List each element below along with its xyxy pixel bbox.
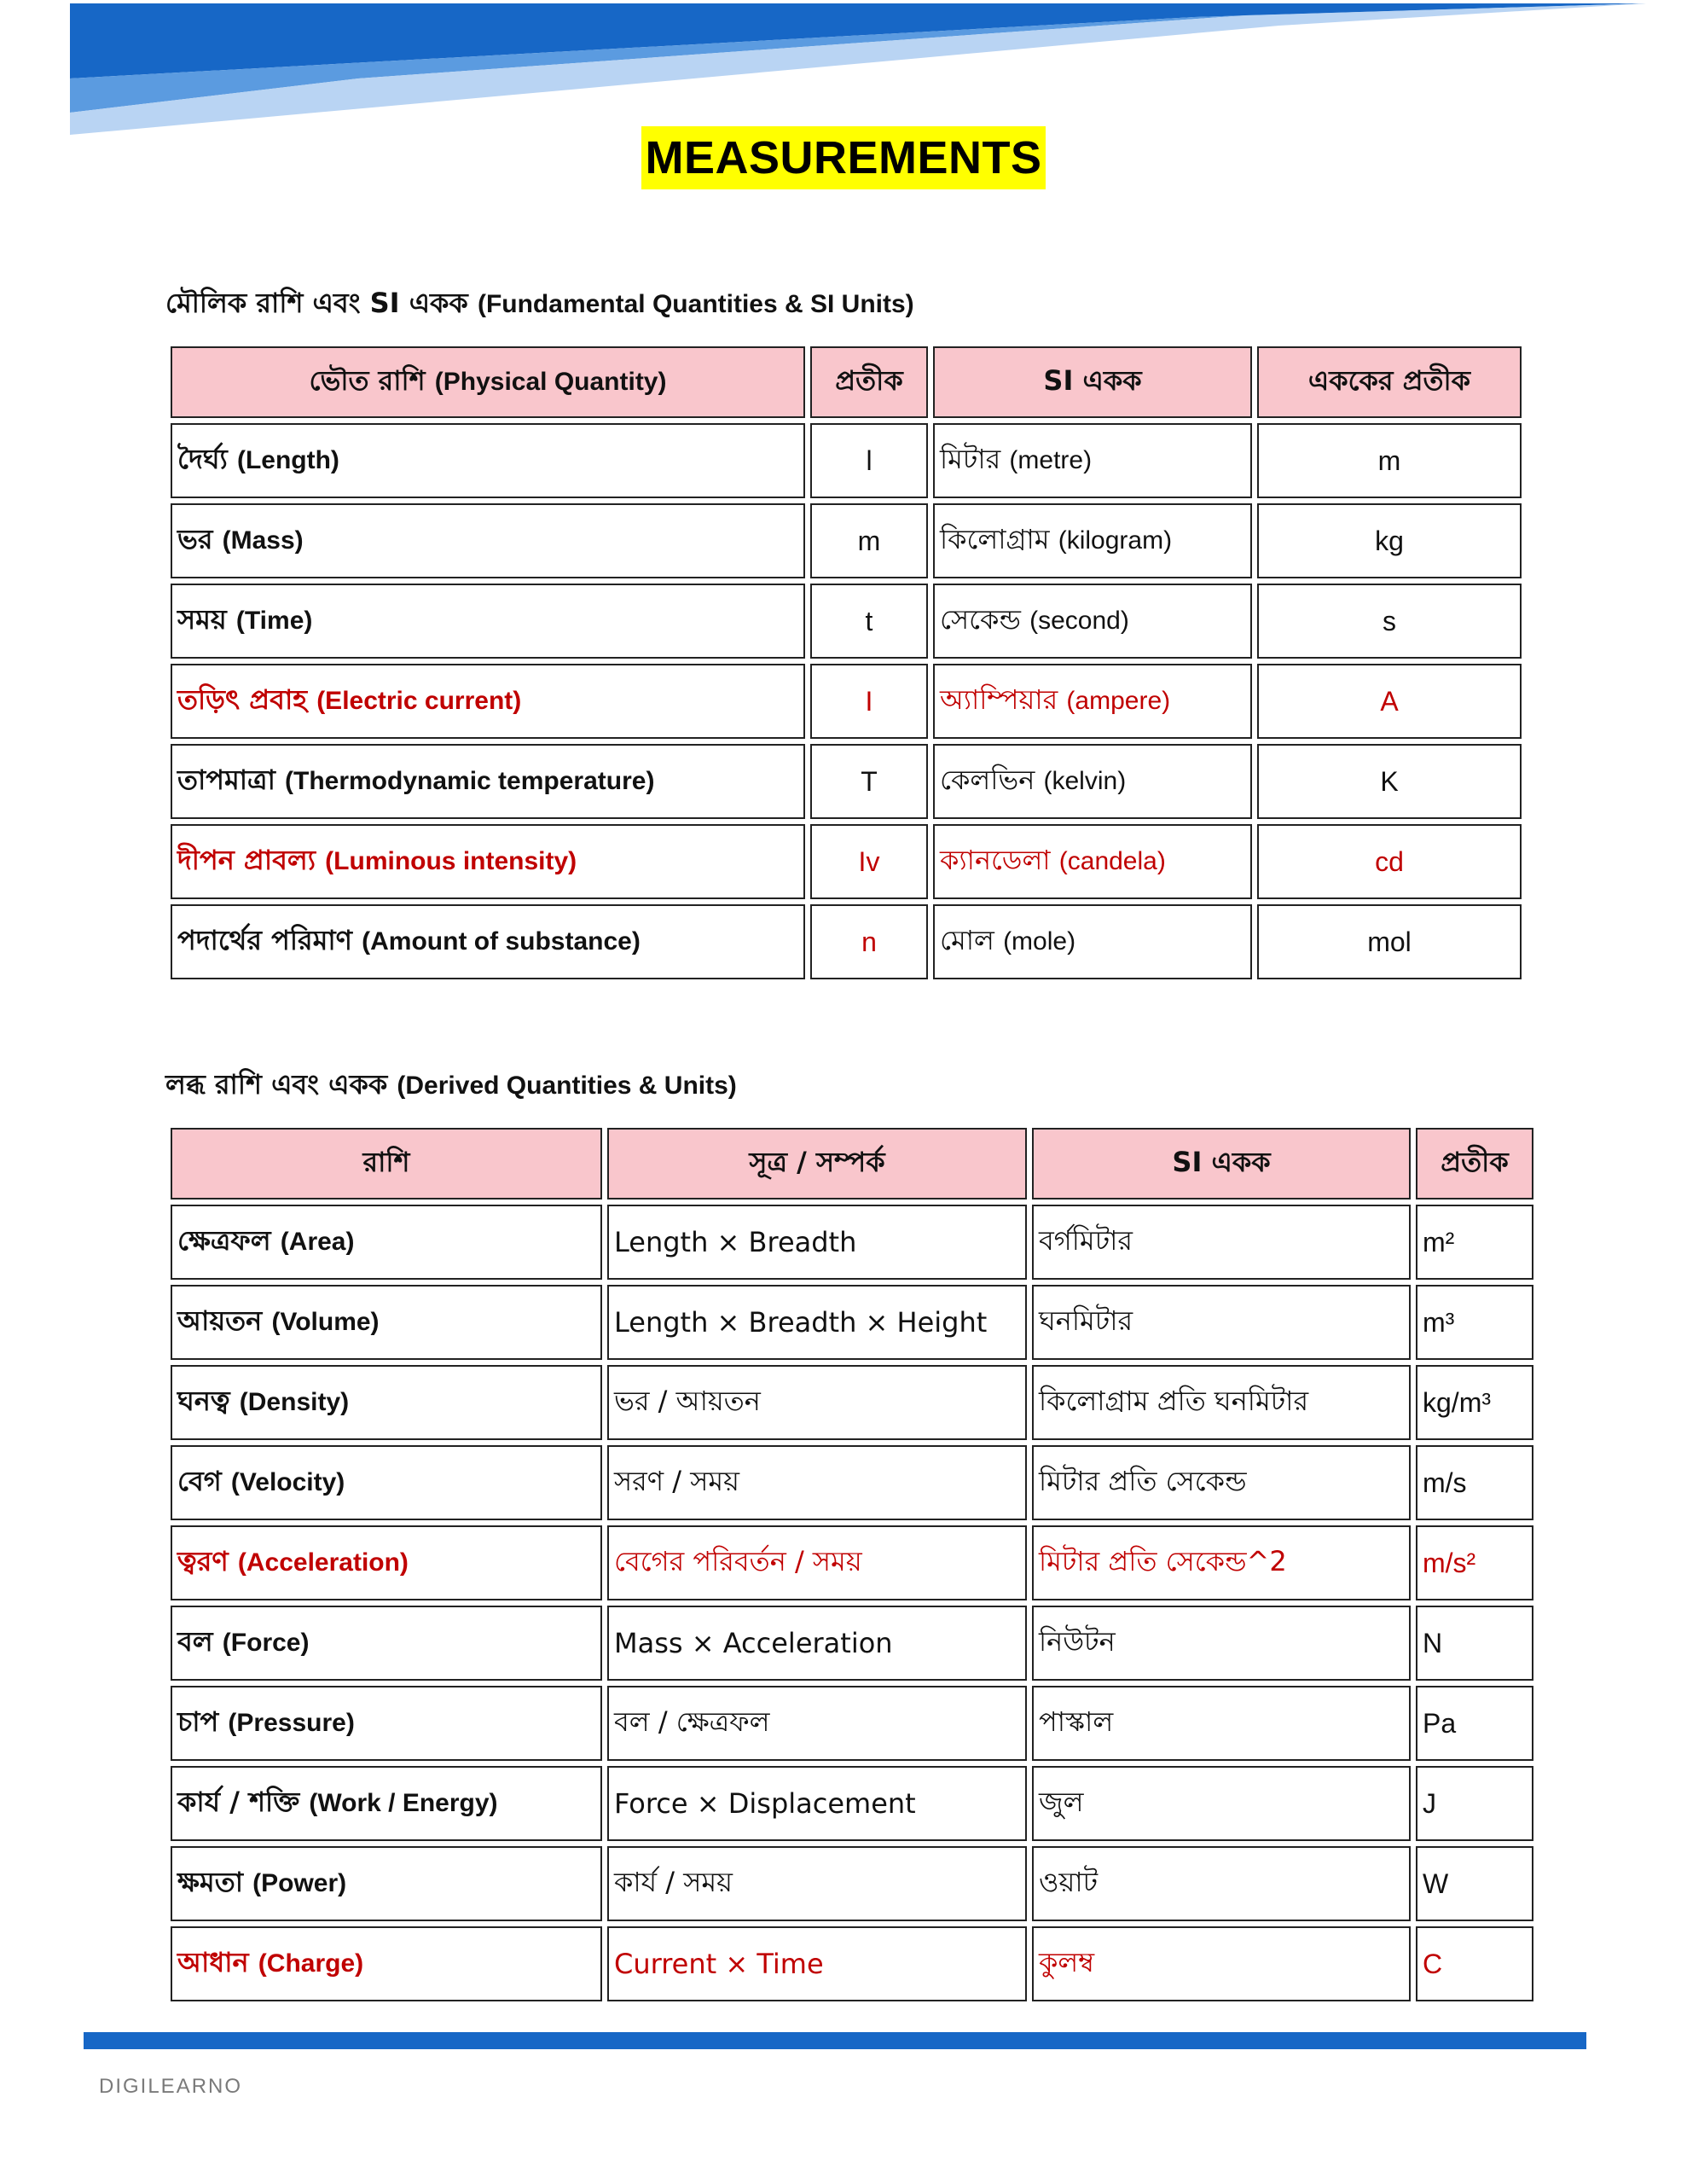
- quantity-cell: ক্ষমতা (Power): [171, 1846, 602, 1921]
- unit-cell: মিটার প্রতি সেকেন্ড^2: [1032, 1525, 1411, 1600]
- symbol-cell: T: [810, 744, 928, 819]
- formula-cell: Mass × Acceleration: [607, 1606, 1027, 1681]
- symbol-cell: m³: [1416, 1285, 1533, 1360]
- formula-cell: Length × Breadth × Height: [607, 1285, 1027, 1360]
- symbol-cell: t: [810, 584, 928, 659]
- quantity-cell: তাপমাত্রা (Thermodynamic temperature): [171, 744, 805, 819]
- symbol-cell: m²: [1416, 1205, 1533, 1280]
- formula-cell: বল / ক্ষেত্রফল: [607, 1686, 1027, 1761]
- symbol-cell: m/s²: [1416, 1525, 1533, 1600]
- quantity-cell: কার্য / শক্তি (Work / Energy): [171, 1766, 602, 1841]
- header-quantity: রাশি: [171, 1128, 602, 1199]
- unit-cell: কুলম্ব: [1032, 1926, 1411, 2001]
- unit-cell: ক্যানডেলা (candela): [933, 824, 1252, 899]
- quantity-cell: ভর (Mass): [171, 503, 805, 578]
- table-row: [171, 824, 1522, 899]
- symbol-cell: C: [1416, 1926, 1533, 2001]
- unit-cell: কেলভিন (kelvin): [933, 744, 1252, 819]
- quantity-cell: দৈর্ঘ্য (Length): [171, 423, 805, 498]
- table-row: [171, 584, 1522, 659]
- quantity-cell: আধান (Charge): [171, 1926, 602, 2001]
- unit-cell: অ্যাম্পিয়ার (ampere): [933, 664, 1252, 739]
- symbol-cell: W: [1416, 1846, 1533, 1921]
- unit-symbol-cell: A: [1257, 664, 1522, 739]
- header-formula: সূত্র / সম্পর্ক: [607, 1128, 1027, 1199]
- header-physical-quantity: ভৌত রাশি (Physical Quantity): [171, 346, 805, 418]
- unit-symbol-cell: cd: [1257, 824, 1522, 899]
- fundamental-units-table: [165, 341, 1527, 985]
- table-row: [171, 1926, 1533, 2001]
- unit-cell: বর্গমিটার: [1032, 1205, 1411, 1280]
- quantity-cell: চাপ (Pressure): [171, 1686, 602, 1761]
- symbol-cell: l: [810, 423, 928, 498]
- table-row: [171, 1445, 1533, 1520]
- table-row: [171, 503, 1522, 578]
- header-unit-symbol: এককের প্রতীক: [1257, 346, 1522, 418]
- table-row: [171, 664, 1522, 739]
- formula-cell: কার্য / সময়: [607, 1846, 1027, 1921]
- unit-cell: মোল (mole): [933, 904, 1252, 979]
- table-row: [171, 1686, 1533, 1761]
- derived-heading: লব্ধ রাশি এবং একক (Derived Quantities & Units): [165, 1068, 737, 1101]
- unit-cell: ওয়াট: [1032, 1846, 1411, 1921]
- symbol-cell: N: [1416, 1606, 1533, 1681]
- table-row: [171, 1365, 1533, 1440]
- footer-bar: [84, 2032, 1586, 2049]
- symbol-cell: J: [1416, 1766, 1533, 1841]
- formula-cell: সরণ / সময়: [607, 1445, 1027, 1520]
- table-row: [171, 1205, 1533, 1280]
- quantity-cell: ক্ষেত্রফল (Area): [171, 1205, 602, 1280]
- page-title: MEASUREMENTS: [641, 126, 1045, 189]
- quantity-cell: দীপন প্রাবল্য (Luminous intensity): [171, 824, 805, 899]
- quantity-cell: পদার্থের পরিমাণ (Amount of substance): [171, 904, 805, 979]
- unit-cell: জুল: [1032, 1766, 1411, 1841]
- fundamental-heading: মৌলিক রাশি এবং SI একক (Fundamental Quantities & SI Units): [165, 287, 914, 319]
- unit-cell: সেকেন্ড (second): [933, 584, 1252, 659]
- header-symbol: প্রতীক: [1416, 1128, 1533, 1199]
- symbol-cell: kg/m³: [1416, 1365, 1533, 1440]
- unit-cell: পাস্কাল: [1032, 1686, 1411, 1761]
- table-row: [171, 1606, 1533, 1681]
- unit-cell: কিলোগ্রাম প্রতি ঘনমিটার: [1032, 1365, 1411, 1440]
- formula-cell: ভর / আয়তন: [607, 1365, 1027, 1440]
- table-row: [171, 1766, 1533, 1841]
- formula-cell: Force × Displacement: [607, 1766, 1027, 1841]
- table-header-row: [171, 1128, 1533, 1199]
- unit-cell: মিটার (metre): [933, 423, 1252, 498]
- unit-symbol-cell: m: [1257, 423, 1522, 498]
- formula-cell: Length × Breadth: [607, 1205, 1027, 1280]
- unit-cell: নিউটন: [1032, 1606, 1411, 1681]
- table-row: [171, 1846, 1533, 1921]
- formula-cell: Current × Time: [607, 1926, 1027, 2001]
- symbol-cell: Pa: [1416, 1686, 1533, 1761]
- unit-cell: কিলোগ্রাম (kilogram): [933, 503, 1252, 578]
- table-row: [171, 1525, 1533, 1600]
- quantity-cell: বল (Force): [171, 1606, 602, 1681]
- symbol-cell: m/s: [1416, 1445, 1533, 1520]
- quantity-cell: ঘনত্ব (Density): [171, 1365, 602, 1440]
- header-symbol: প্রতীক: [810, 346, 928, 418]
- header-si-unit: SI একক: [933, 346, 1252, 418]
- symbol-cell: I: [810, 664, 928, 739]
- table-row: [171, 744, 1522, 819]
- quantity-cell: ত্বরণ (Acceleration): [171, 1525, 602, 1600]
- unit-symbol-cell: K: [1257, 744, 1522, 819]
- table-row: [171, 423, 1522, 498]
- unit-cell: ঘনমিটার: [1032, 1285, 1411, 1360]
- footer-brand: DIGILEARNO: [99, 2075, 243, 2098]
- unit-cell: মিটার প্রতি সেকেন্ড: [1032, 1445, 1411, 1520]
- formula-cell: বেগের পরিবর্তন / সময়: [607, 1525, 1027, 1600]
- derived-units-table: [165, 1123, 1539, 2007]
- unit-symbol-cell: kg: [1257, 503, 1522, 578]
- table-row: [171, 1285, 1533, 1360]
- quantity-cell: সময় (Time): [171, 584, 805, 659]
- quantity-cell: আয়তন (Volume): [171, 1285, 602, 1360]
- symbol-cell: Iv: [810, 824, 928, 899]
- quantity-cell: তড়িৎ প্রবাহ (Electric current): [171, 664, 805, 739]
- quantity-cell: বেগ (Velocity): [171, 1445, 602, 1520]
- table-header-row: [171, 346, 1522, 418]
- symbol-cell: m: [810, 503, 928, 578]
- unit-symbol-cell: mol: [1257, 904, 1522, 979]
- table-row: [171, 904, 1522, 979]
- unit-symbol-cell: s: [1257, 584, 1522, 659]
- symbol-cell: n: [810, 904, 928, 979]
- header-banner: [0, 0, 1687, 145]
- header-si-unit: SI একক: [1032, 1128, 1411, 1199]
